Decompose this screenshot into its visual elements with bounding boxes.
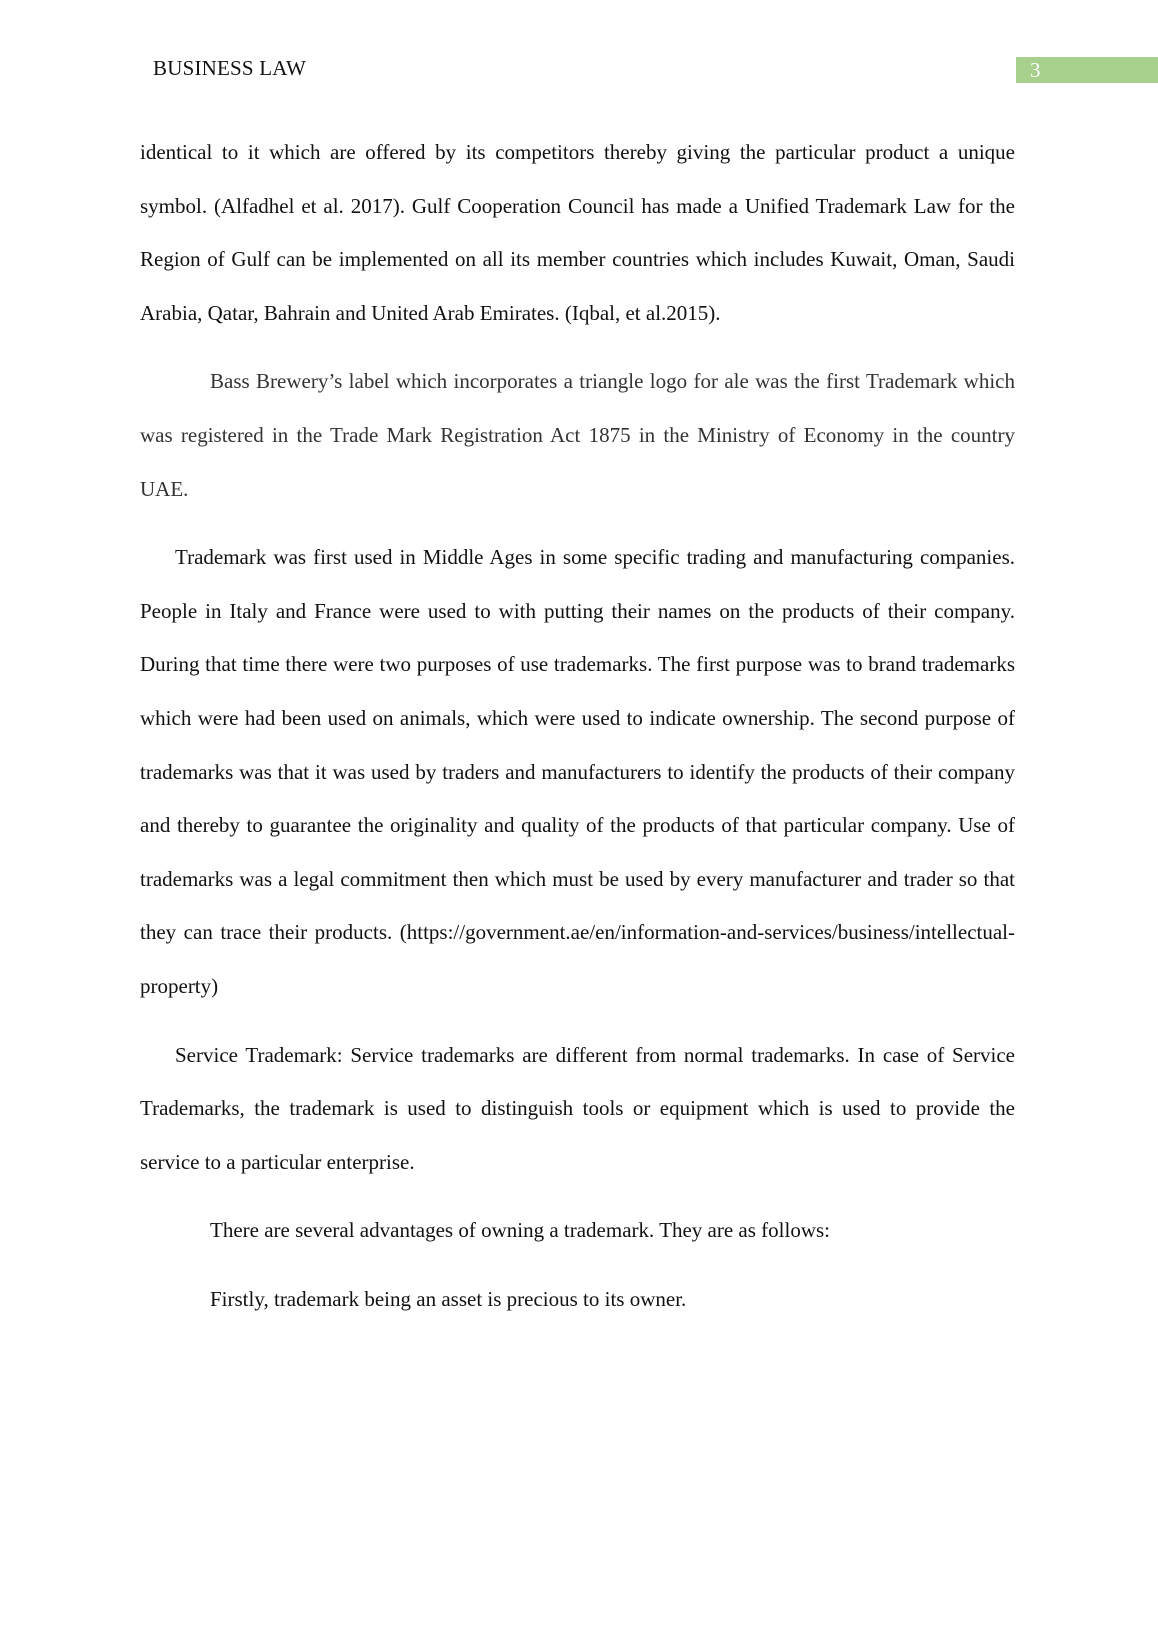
paragraph-service-trademark: Service Trademark: Service trademarks are different from normal trademarks. In case of Service Trademarks, the trademark is used to distinguish tools or equipment which is used to provide the service to a particular enterprise. [140, 1042, 1015, 1174]
running-header-title: BUSINESS LAW [153, 56, 306, 80]
page-number: 3 [1030, 58, 1041, 82]
body-text [140, 126, 1015, 1326]
page-number-bar [1016, 57, 1158, 83]
paragraph-continuation: identical to it which are offered by its competitors thereby giving the particular product a unique symbol. (Alfadhel et al. 2017). Gulf Cooperation Council has made a Unified Trademark Law for the Region of Gulf can be implemented on all its member countries which includes Kuwait, Oman, Saudi Arabia, Qatar, Bahrain and United Arab Emirates. (Iqbal, et al.2015). [140, 140, 1015, 325]
paragraph-trademark-history: Trademark was first used in Middle Ages in some specific trading and manufacturing companies. People in Italy and France were used to with putting their names on the products of their company. During that time there were two purposes of use trademarks. The first purpose was to brand trademarks which were had been used on animals, which were used to indicate ownership. The second purpose of trademarks was that it was used by traders and manufacturers to identify the products of their company and thereby to guarantee the originality and quality of the products of that particular company. Use of trademarks was a legal commitment then which must be used by every manufacturer and trader so that they can trace their products. (https://government.ae/en/information-and-services/business/intellectual-property) [140, 545, 1015, 998]
paragraph-advantage-first: Firstly, trademark being an asset is precious to its owner. [210, 1286, 687, 1311]
paragraph-bass-brewery: Bass Brewery’s label which incorporates a triangle logo for ale was the first Trademark which was registered in the Trade Mark Registration Act 1875 in the Ministry of Economy in the country UAE. [140, 369, 1015, 501]
paragraph-advantages-intro: There are several advantages of owning a trademark. They are as follows: [210, 1218, 831, 1243]
